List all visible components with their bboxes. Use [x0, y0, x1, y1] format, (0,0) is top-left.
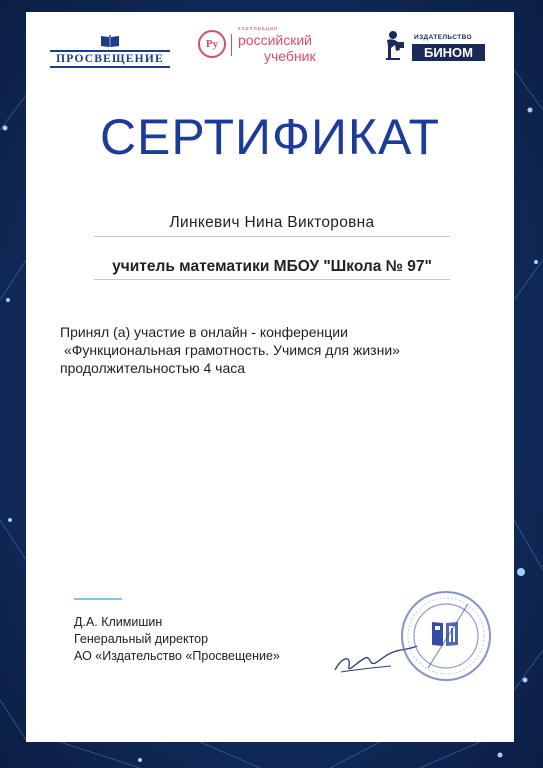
- body-line-2: «Функциональная грамотность. Учимся для жизни»: [64, 342, 400, 358]
- binom-publisher-label: ИЗДАТЕЛЬСТВО: [414, 34, 473, 41]
- binom-logo: [384, 24, 494, 64]
- recipient-position: учитель математики МБОУ "Школа № 97": [94, 258, 450, 280]
- prosveshchenie-logo-text: ПРОСВЕЩЕНИЕ: [50, 50, 170, 68]
- recipient-name: Линкевич Нина Викторовна: [94, 214, 450, 237]
- ru-line1: российский: [238, 32, 312, 48]
- book-emblem-icon: [99, 34, 121, 48]
- certificate-sheet: [26, 12, 514, 742]
- signatory-block: [74, 614, 280, 665]
- binom-name: БИНОМ: [412, 44, 485, 61]
- ru-mark: Ру: [198, 30, 226, 58]
- body-line-3: продолжительностью 4 часа: [60, 360, 246, 376]
- signatory-name: Д.А. Климишин: [74, 615, 163, 629]
- accent-dash: [74, 598, 122, 600]
- prosveshchenie-logo: [50, 34, 170, 68]
- certificate-title: СЕРТИФИКАТ: [99, 109, 441, 165]
- signatory-title: Генеральный директор: [74, 632, 209, 646]
- logos-row: [26, 12, 514, 82]
- company-seal-stamp: [398, 588, 494, 684]
- ru-divider: [231, 34, 232, 56]
- certificate-body: [60, 323, 500, 377]
- rossiyskiy-uchebnik-logo: [198, 26, 348, 66]
- signatory-organization: АО «Издательство «Просвещение»: [74, 649, 280, 663]
- ru-line2: учебник: [264, 48, 316, 64]
- reading-man-icon: [384, 30, 406, 62]
- ru-corp-label: корпорация: [238, 26, 278, 32]
- body-line-1: Принял (а) участие в онлайн - конференции: [60, 324, 348, 340]
